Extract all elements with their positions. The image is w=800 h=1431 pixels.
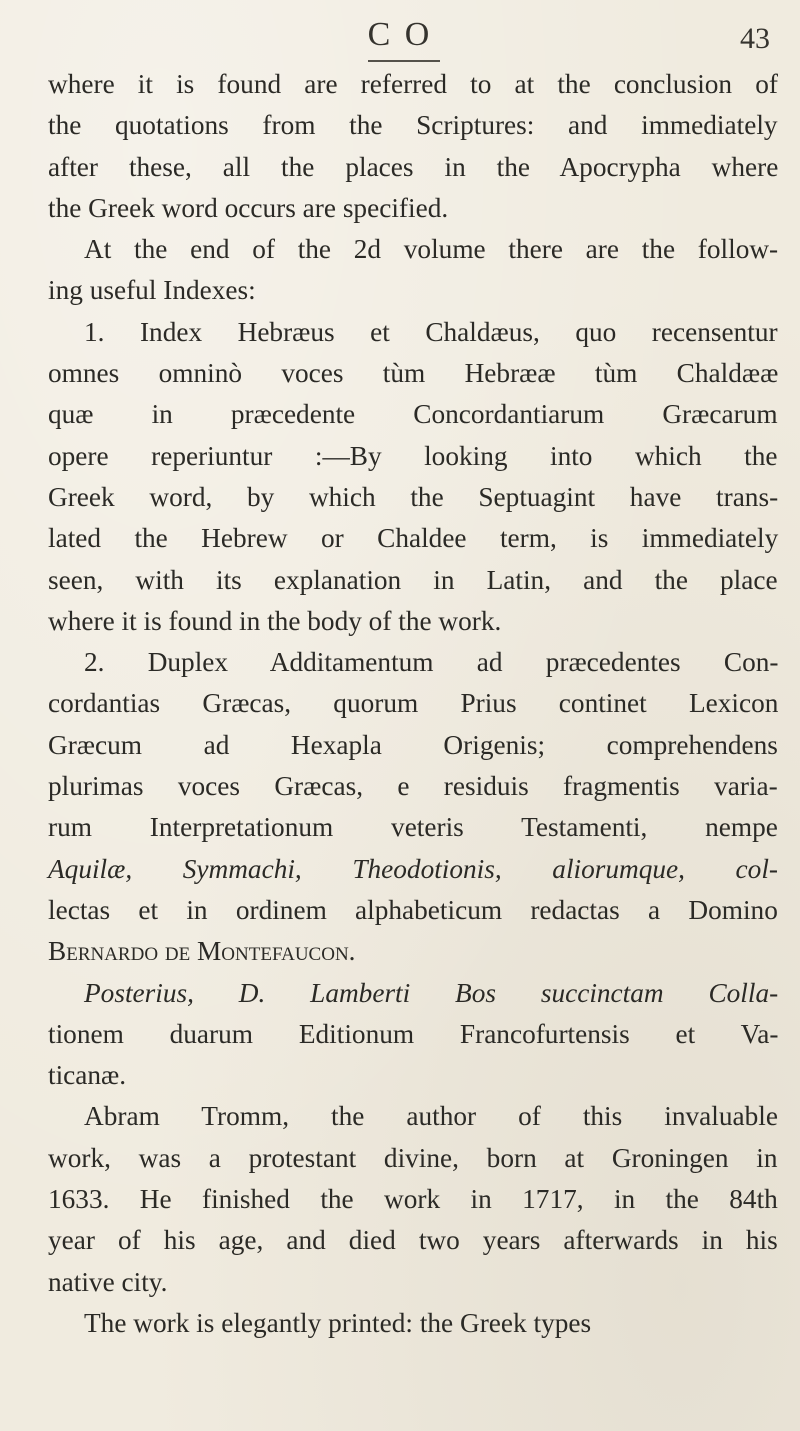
text-line: lectas et in ordinem alphabeticum redactas a Domino: [48, 894, 778, 925]
text-line: Greek word, by which the Septuagint have trans-: [48, 481, 779, 512]
text-line: the Greek word occurs are specified.: [48, 192, 449, 223]
text-line: where it is found are referred to at the conclusion of: [48, 69, 778, 99]
paragraph-posterius: [48, 973, 778, 1097]
text-line: 2. Duplex Additamentum ad præcedentes Con-: [84, 647, 779, 678]
text-line: At the end of the 2d volume there are the follow-: [84, 234, 779, 265]
text-line: Posterius, D. Lamberti Bos succinctam Colla-: [84, 977, 779, 1008]
paragraph-author-bio: [48, 1096, 778, 1302]
text-line: lated the Hebrew or Chaldee term, is immediately: [48, 523, 779, 554]
text-line: work, was a protestant divine, born at Groningen in: [48, 1142, 778, 1173]
paragraph-printing-note: [48, 1303, 778, 1344]
text-line: where it is found in the body of the work.: [48, 605, 502, 636]
text-line: Græcum ad Hexapla Origenis; comprehendens: [48, 729, 778, 760]
text-line: year of his age, and died two years afterwards in his: [48, 1225, 778, 1256]
page-header: [0, 14, 800, 64]
body-text: [48, 64, 778, 1344]
text-line: Bernardo de Montefaucon.: [48, 936, 356, 967]
text-line: after these, all the places in the Apocrypha where: [48, 151, 779, 182]
page-number: 43: [740, 22, 770, 55]
paragraph-index-hebraeus: [48, 312, 778, 642]
signature-rule: [368, 60, 440, 62]
paragraph-concordance-note: [48, 64, 778, 229]
text-line: omnes omninò voces tùm Hebrææ tùm Chaldææ: [48, 358, 779, 389]
text-line: Abram Tromm, the author of this invaluable: [84, 1101, 778, 1132]
paragraph-duplex-additamentum: [48, 642, 778, 972]
text-line: seen, with its explanation in Latin, and the place: [48, 564, 778, 595]
text-line: Aquilæ, Symmachi, Theodotionis, aliorumque, col-: [48, 853, 778, 884]
text-line: opere reperiuntur :—By looking into which the: [48, 440, 778, 471]
text-line: 1. Index Hebræus et Chaldæus, quo recensentur: [84, 316, 778, 347]
signature-mark: C O: [367, 16, 433, 53]
text-line: ing useful Indexes:: [48, 275, 256, 306]
text-line: tionem duarum Editionum Francofurtensis et Va-: [48, 1018, 779, 1049]
text-line: native city.: [48, 1266, 168, 1297]
text-line: The work is elegantly printed: the Greek types: [84, 1307, 592, 1338]
text-line: cordantias Græcas, quorum Prius continet Lexicon: [48, 688, 779, 719]
text-line: plurimas voces Græcas, e residuis fragmentis varia-: [48, 771, 778, 802]
text-line: 1633. He finished the work in 1717, in the 84th: [48, 1184, 778, 1215]
text-line: the quotations from the Scriptures: and immediately: [48, 110, 778, 141]
text-line: rum Interpretationum veteris Testamenti, nempe: [48, 812, 778, 843]
paragraph-indexes-intro: [48, 229, 778, 312]
text-line: quæ in præcedente Concordantiarum Græcarum: [48, 399, 778, 430]
text-line: ticanæ.: [48, 1060, 127, 1091]
